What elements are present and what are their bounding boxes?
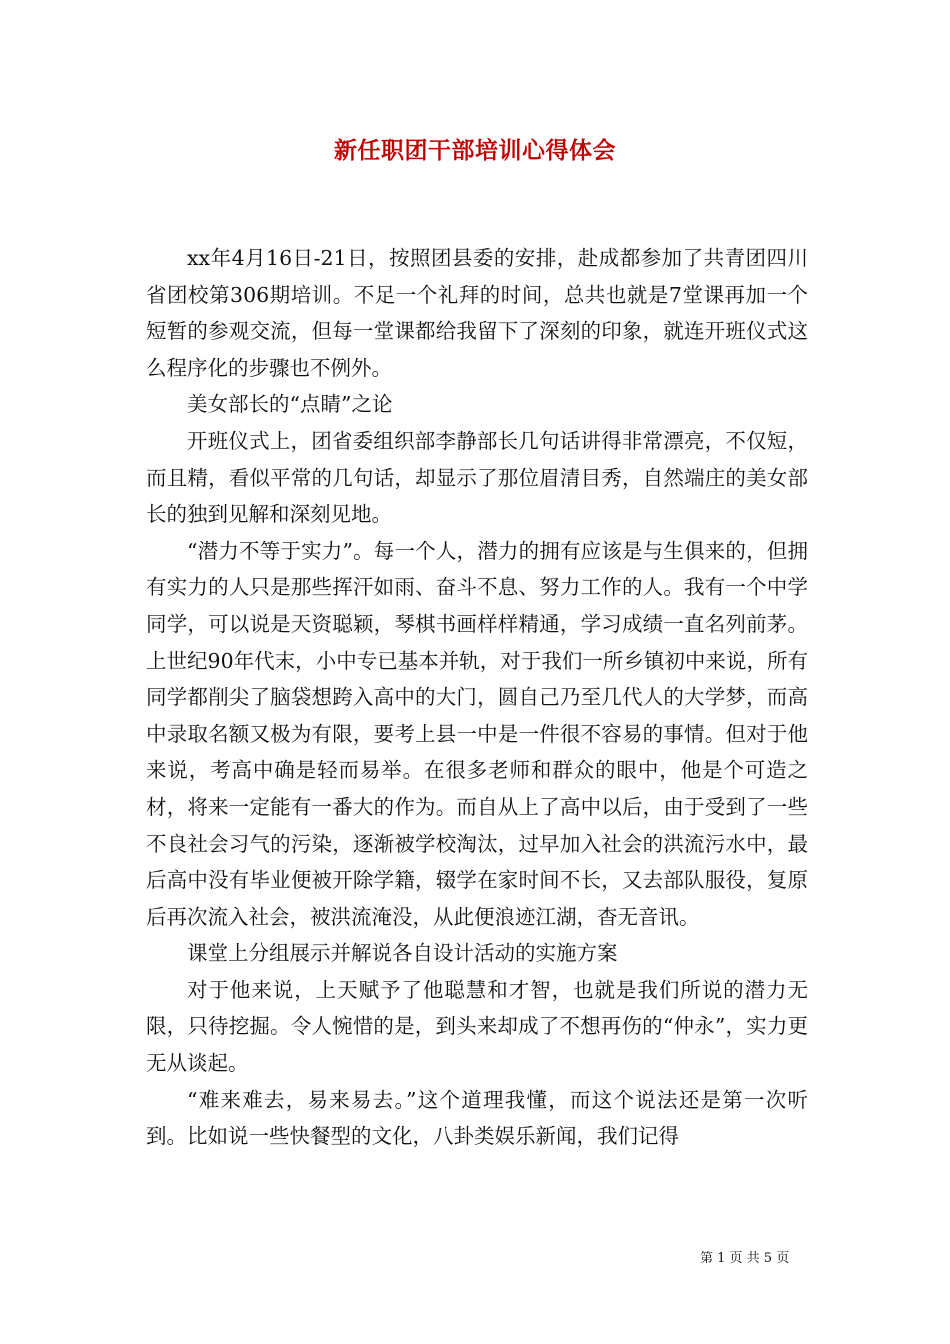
paragraph-easy-come: “难来难去，易来易去。”这个道理我懂，而这个说法还是第一次听到。比如说一些快餐型的文化，八卦类娱乐新闻，我们记得 bbox=[146, 1087, 808, 1149]
page-title: 新任职团干部培训心得体会 bbox=[334, 137, 616, 164]
paragraph-opening-ceremony: 开班仪式上，团省委组织部李静部长几句话讲得非常漂亮，不仅短，而且精，看似平常的几句话，却显示了那位眉清目秀，自然端庄的美女部长的独到见解和深刻见地。 bbox=[146, 428, 808, 527]
paragraph-intro: xx年4月16日-21日，按照团县委的安排，赴成都参加了共青团四川省团校第306期培训。不足一个礼拜的时间，总共也就是7堂课再加一个短暂的参观交流，但每一堂课都给我留下了深刻的印象，就连开班仪式这么程序化的步骤也不例外。 bbox=[146, 246, 808, 380]
section-heading-group-presentation: 课堂上分组展示并解说各自设计活动的实施方案 bbox=[187, 941, 618, 966]
paragraph-talent: 对于他来说，上天赋予了他聪慧和才智，也就是我们所说的潜力无限，只待挖掘。令人惋惜的是，到头来却成了不想再伤的“仲永”，实力更无从谈起。 bbox=[146, 977, 808, 1076]
section-heading-minister: 美女部长的“点睛”之论 bbox=[187, 392, 393, 417]
page-number-footer: 第 1 页 共 5 页 bbox=[700, 1251, 790, 1266]
paragraph-potential: “潜力不等于实力”。每一个人，潜力的拥有应该是与生俱来的，但拥有实力的人只是那些挥汗如雨、奋斗不息、努力工作的人。我有一个中学同学，可以说是天资聪颖，琴棋书画样样精通，学习成绩一直名列前茅。上世纪90年代末，小中专已基本并轨，对于我们一所乡镇初中来说，所有同学都削尖了脑袋想跨入高中的大门，圆自己乃至几代人的大学梦，而高中录取名额又极为有限，要考上县一中是一件很不容易的事情。但对于他来说，考高中确是轻而易举。在很多老师和群众的眼中，他是个可造之材，将来一定能有一番大的作为。而自从上了高中以后，由于受到了一些不良社会习气的污染，逐渐被学校淘汰，过早加入社会的洪流污水中，最后高中没有毕业便被开除学籍，辍学在家时间不长，又去部队服役，复原后再次流入社会，被洪流淹没，从此便浪迹江湖，杳无音讯。 bbox=[146, 538, 808, 929]
document-body bbox=[146, 240, 808, 1155]
